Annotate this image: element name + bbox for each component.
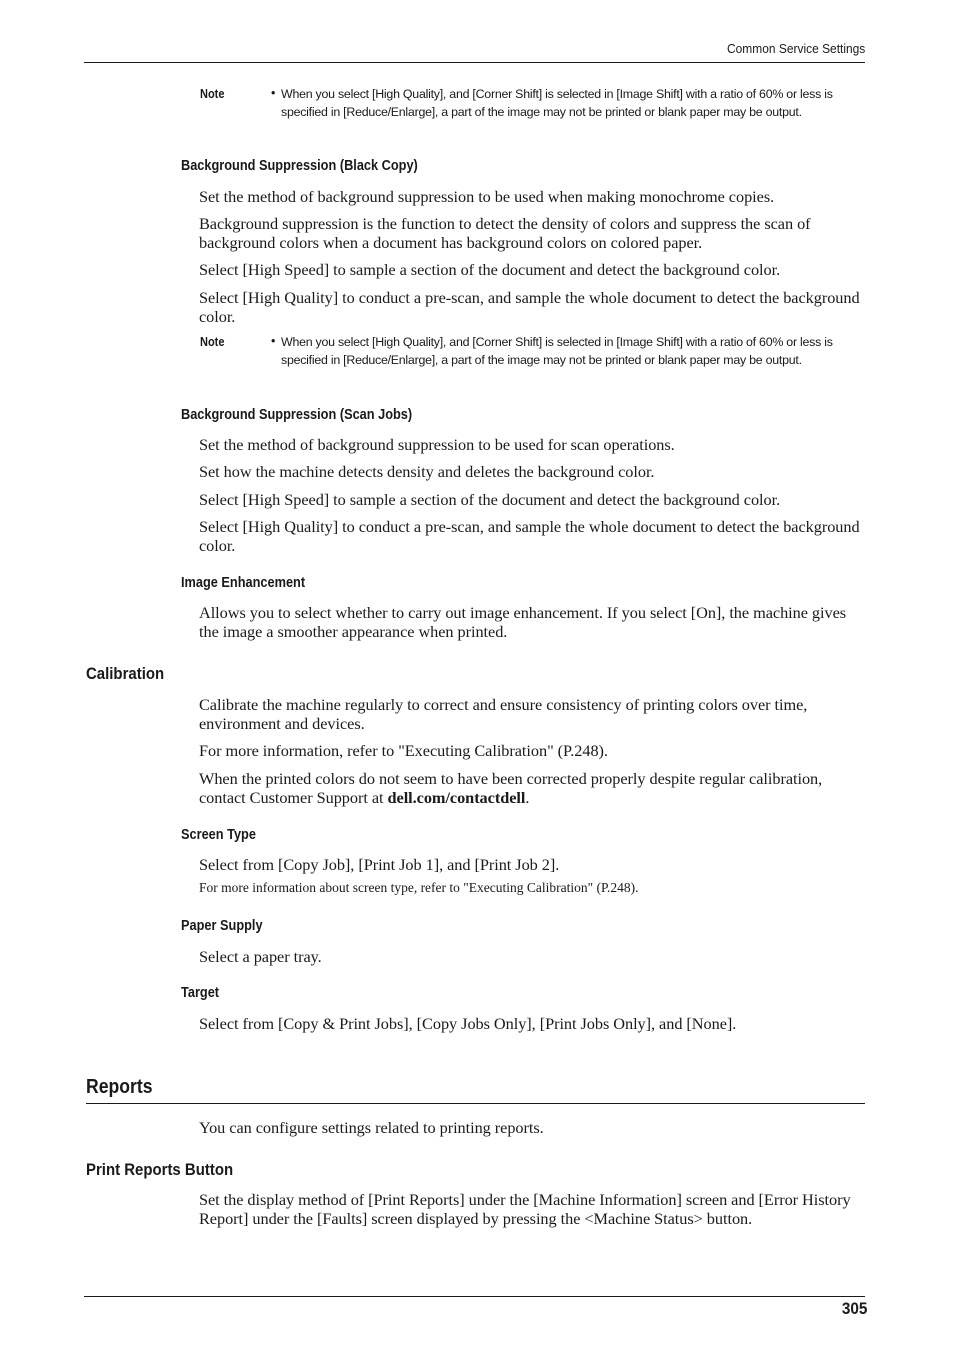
header-rule xyxy=(84,62,865,63)
paragraph xyxy=(199,769,865,807)
footer-rule xyxy=(84,1296,865,1297)
paragraph: Calibrate the machine regularly to correct and ensure consistency of printing colors over time, environment and devices. xyxy=(199,695,808,733)
note-label: Note xyxy=(200,87,225,101)
paragraph-text: . xyxy=(525,788,530,807)
paragraph: Select [High Speed] to sample a section of the document and detect the background color. xyxy=(199,490,781,509)
paragraph: Select [High Quality] to conduct a pre-scan, and sample the whole document to detect the background color. xyxy=(199,288,860,326)
paragraph: Set the method of background suppression to be used when making monochrome copies. xyxy=(199,187,775,206)
note-bullet: • xyxy=(271,334,276,348)
paragraph: Set the method of background suppression to be used for scan operations. xyxy=(199,435,675,454)
paragraph: You can configure settings related to printing reports. xyxy=(199,1118,544,1137)
paragraph: Set the display method of [Print Reports] under the [Machine Information] screen and [Error History Report] under the [Faults] screen displayed by pressing the <Machine Status> button. xyxy=(199,1190,851,1228)
paragraph-text: When the printed colors do not seem to have been corrected properly despite regular calibration, contact Customer Support at xyxy=(199,769,823,807)
heading-bg-suppression-scan-jobs: Background Suppression (Scan Jobs) xyxy=(181,407,413,423)
heading-image-enhancement: Image Enhancement xyxy=(181,575,306,591)
section-rule xyxy=(86,1103,865,1104)
paragraph: For more information, refer to "Executing Calibration" (P.248). xyxy=(199,741,608,760)
contact-link[interactable]: dell.com/contactdell xyxy=(387,788,526,807)
paragraph: Select from [Copy Job], [Print Job 1], and [Print Job 2]. xyxy=(199,855,560,874)
heading-paper-supply: Paper Supply xyxy=(181,918,263,934)
heading-target: Target xyxy=(181,985,220,1001)
note-label: Note xyxy=(200,335,225,349)
heading-reports: Reports xyxy=(86,1076,153,1098)
reference-note: For more information about screen type, refer to "Executing Calibration" (P.248). xyxy=(199,880,639,895)
paragraph: Select [High Speed] to sample a section of the document and detect the background color. xyxy=(199,260,781,279)
paragraph: Set how the machine detects density and deletes the background color. xyxy=(199,462,655,481)
note-bullet: • xyxy=(271,86,276,100)
heading-print-reports-button: Print Reports Button xyxy=(86,1160,234,1179)
paragraph: Select [High Quality] to conduct a pre-scan, and sample the whole document to detect the background color. xyxy=(199,517,860,555)
heading-bg-suppression-black-copy: Background Suppression (Black Copy) xyxy=(181,158,418,174)
paragraph: Select a paper tray. xyxy=(199,947,322,966)
note-text: When you select [High Quality], and [Corner Shift] is selected in [Image Shift] with a ratio of 60% or less is specified in [Reduce/Enlarge], a part of the image may not be printed or blank paper may be output. xyxy=(281,335,833,367)
page-number: 305 xyxy=(841,1299,867,1318)
paragraph: Select from [Copy & Print Jobs], [Copy Jobs Only], [Print Jobs Only], and [None]. xyxy=(199,1014,737,1033)
heading-screen-type: Screen Type xyxy=(181,827,256,843)
note-text: When you select [High Quality], and [Corner Shift] is selected in [Image Shift] with a ratio of 60% or less is specified in [Reduce/Enlarge], a part of the image may not be printed or blank paper may be output. xyxy=(281,87,833,119)
paragraph: Background suppression is the function to detect the density of colors and suppress the scan of background colors when a document has background colors on colored paper. xyxy=(199,214,811,252)
heading-calibration: Calibration xyxy=(86,664,165,683)
paragraph: Allows you to select whether to carry out image enhancement. If you select [On], the machine gives the image a smoother appearance when printed. xyxy=(199,603,847,641)
running-header-title: Common Service Settings xyxy=(726,41,865,56)
